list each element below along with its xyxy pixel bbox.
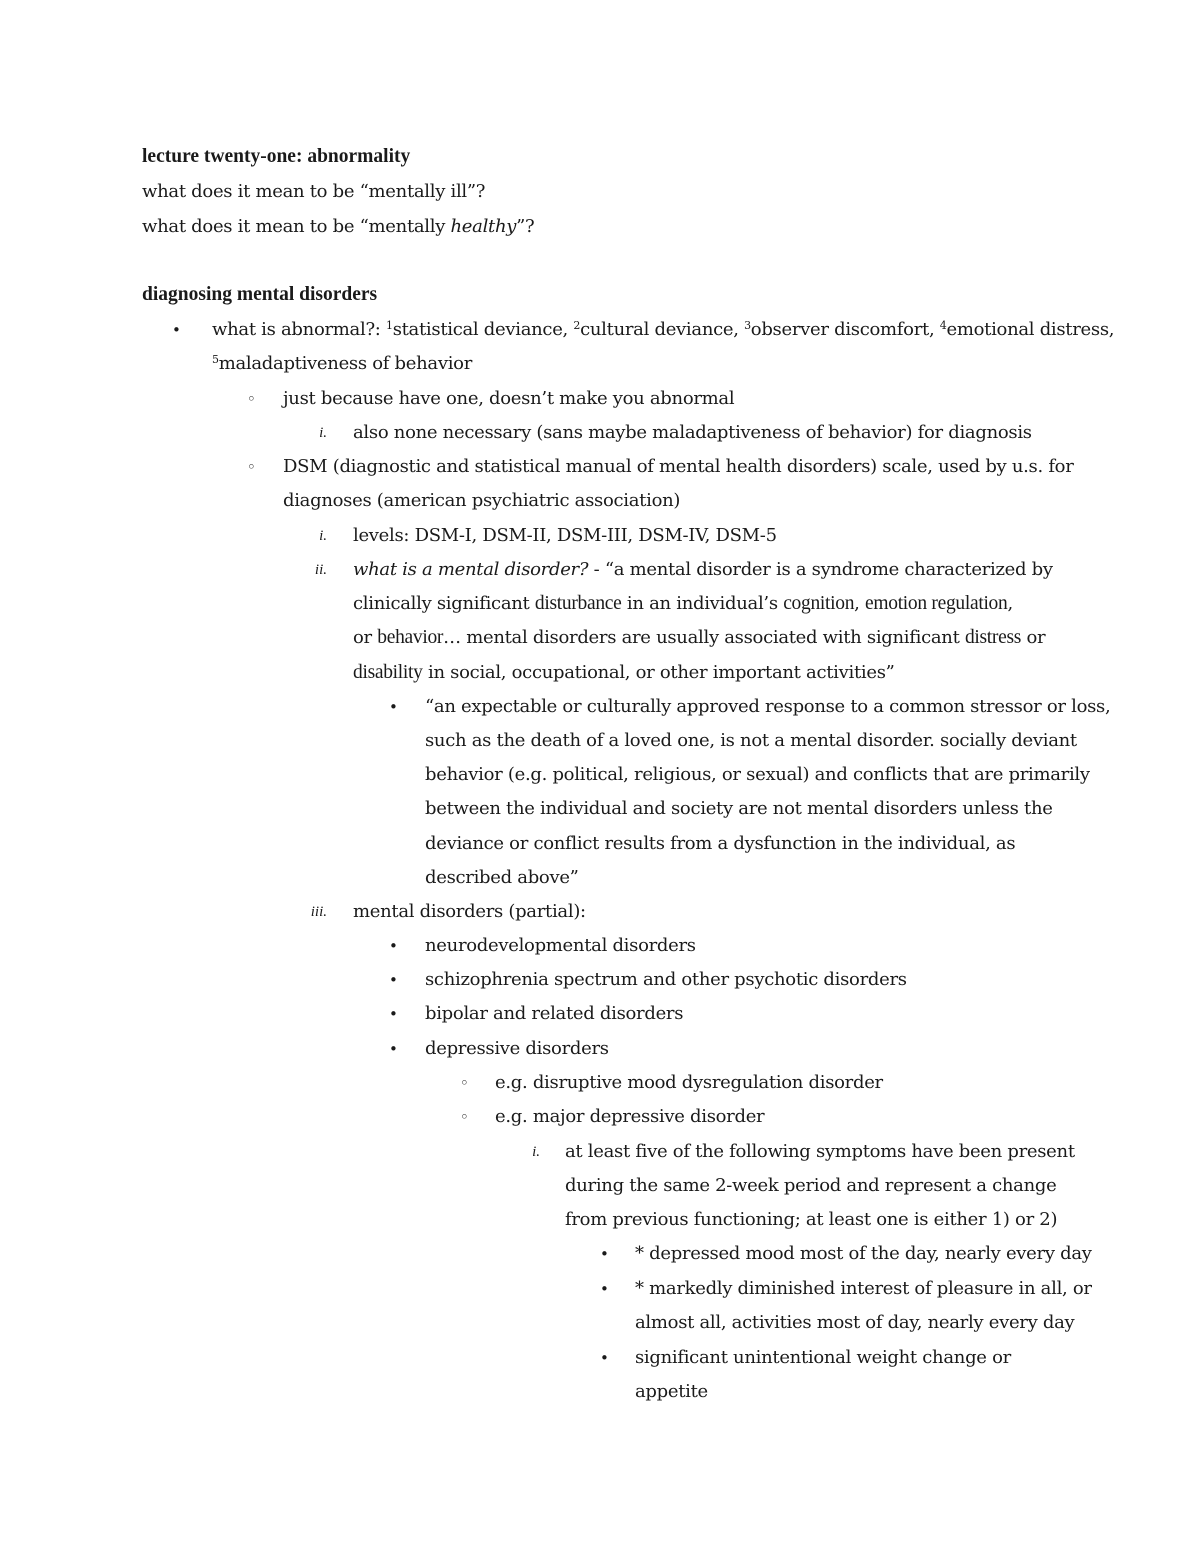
roman-numeral-marker: i. xyxy=(532,1144,540,1160)
definition-line-3: or behavior… mental disorders are usually associated with significant distress or xyxy=(353,627,1046,648)
circle-bullet-icon: ◦ xyxy=(247,390,256,408)
also-none-text: also none necessary (sans maybe maladaptiveness of behavior) for diagnosis xyxy=(353,422,1032,443)
dsm-line-2: diagnoses (american psychiatric association) xyxy=(283,490,681,511)
disorder-item: depressive disorders xyxy=(425,1038,609,1059)
bullet-icon: • xyxy=(172,321,181,339)
intro-question-ill: what does it mean to be “mentally ill”? xyxy=(142,181,486,202)
abnormal-criteria-line-2: $^5$maladaptiveness of behavior xyxy=(212,353,473,374)
disorders-heading: mental disorders (partial): xyxy=(353,901,586,922)
criteria-line: at least five of the following symptoms have been present xyxy=(565,1141,1075,1162)
dsm-levels: levels: DSM-I, DSM-II, DSM-III, DSM-IV, DSM-5 xyxy=(353,525,777,546)
definition-line-1: what is a mental disorder? - “a mental disorder is a syndrome characterized by xyxy=(353,559,1053,580)
just-because-text: just because have one, doesn’t make you abnormal xyxy=(283,388,735,409)
roman-numeral-marker: iii. xyxy=(310,904,327,920)
bullet-icon: • xyxy=(389,971,398,989)
bullet-icon: • xyxy=(389,1040,398,1058)
depressive-example: e.g. disruptive mood dysregulation disorder xyxy=(495,1072,883,1093)
definition-line-2: clinically significant disturbance in an individual’s cognition, emotion regulation, xyxy=(353,593,1013,614)
expectable-line: between the individual and society are not mental disorders unless the xyxy=(425,798,1053,819)
circle-bullet-icon: ◦ xyxy=(460,1074,469,1092)
depressive-example: e.g. major depressive disorder xyxy=(495,1106,765,1127)
bullet-icon: • xyxy=(389,698,398,716)
circle-bullet-icon: ◦ xyxy=(247,458,256,476)
symptom-line: * markedly diminished interest of pleasure in all, or xyxy=(635,1278,1092,1299)
bullet-icon: • xyxy=(600,1349,609,1367)
disorder-item: schizophrenia spectrum and other psychotic disorders xyxy=(425,969,907,990)
expectable-line: behavior (e.g. political, religious, or sexual) and conflicts that are primarily xyxy=(425,764,1090,785)
symptom-line: * depressed mood most of the day, nearly every day xyxy=(635,1243,1092,1264)
expectable-line: “an expectable or culturally approved response to a common stressor or loss, xyxy=(425,696,1111,717)
bullet-icon: • xyxy=(600,1280,609,1298)
disorder-item: bipolar and related disorders xyxy=(425,1003,684,1024)
circle-bullet-icon: ◦ xyxy=(460,1108,469,1126)
lecture-title: lecture twenty-one: abnormality xyxy=(142,146,411,167)
dsm-line-1: DSM (diagnostic and statistical manual of mental health disorders) scale, used by u.s. for xyxy=(283,456,1074,477)
roman-numeral-marker: i. xyxy=(319,425,327,441)
symptom-line: significant unintentional weight change or xyxy=(635,1347,1011,1368)
intro-question-healthy: what does it mean to be “mentally healthy”? xyxy=(142,216,535,237)
expectable-line: described above” xyxy=(425,867,579,888)
criteria-line: from previous functioning; at least one is either 1) or 2) xyxy=(565,1209,1058,1230)
expectable-line: such as the death of a loved one, is not a mental disorder. socially deviant xyxy=(425,730,1077,751)
abnormal-criteria-line-1: what is abnormal?: $^1$statistical deviance, $^2$cultural deviance, $^3$observer discomfort, $^4$emotional distress, xyxy=(212,319,1115,340)
symptom-line: appetite xyxy=(635,1381,708,1402)
disorder-item: neurodevelopmental disorders xyxy=(425,935,696,956)
bullet-icon: • xyxy=(600,1245,609,1263)
criteria-line: during the same 2-week period and represent a change xyxy=(565,1175,1057,1196)
expectable-line: deviance or conflict results from a dysfunction in the individual, as xyxy=(425,833,1016,854)
section-heading: diagnosing mental disorders xyxy=(142,284,378,305)
bullet-icon: • xyxy=(389,937,398,955)
definition-line-4: disability in social, occupational, or other important activities” xyxy=(353,662,895,683)
symptom-line: almost all, activities most of day, nearly every day xyxy=(635,1312,1075,1333)
roman-numeral-marker: ii. xyxy=(314,562,327,578)
roman-numeral-marker: i. xyxy=(319,528,327,544)
bullet-icon: • xyxy=(389,1005,398,1023)
